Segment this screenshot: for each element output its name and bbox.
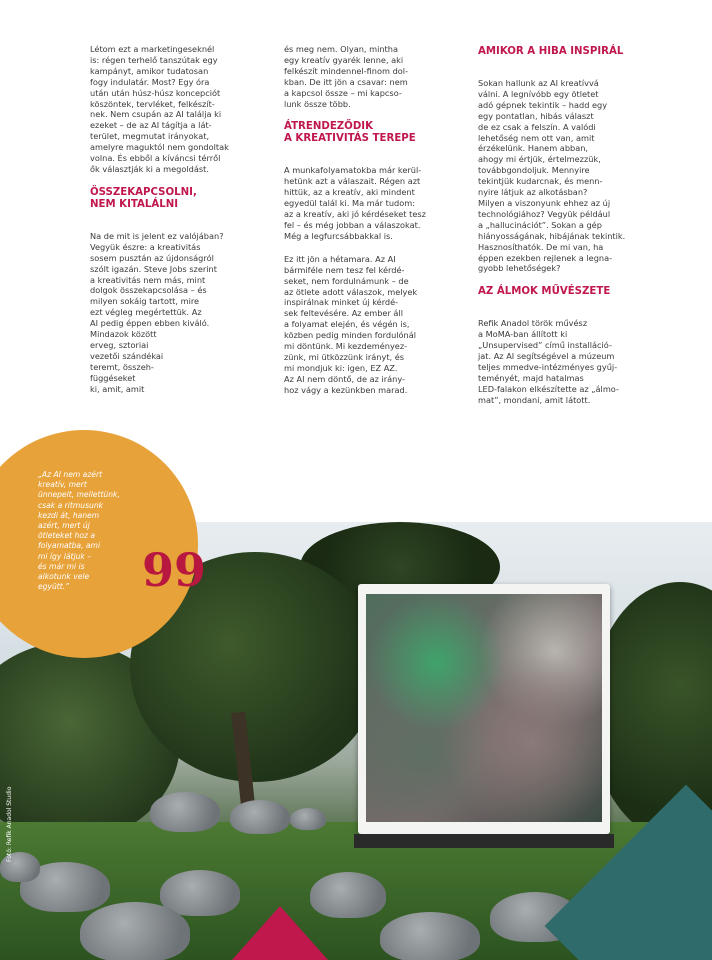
paragraph: Létom ezt a marketingeseknél is: régen terhelő tanszútak egy kampányt, amikor tudatosan fogy indulatár. Most? Egy óra után után húsz-húsz koncepciót köszöntek, tervléket, felkészít- nek. Nem csupán az AI találja ki ezeket – de az AI tágítja a lát- terület, megmutat irányokat, amelyre maguktól nem gondoltak volna. És ebből a kíváncsi térről ők választják ki a megoldást. (90, 44, 229, 174)
paragraph: A munkafolyamatokba már kerül- hetünk azt a válaszait. Régen azt hittük, az a kreatív, aki mindent egyedül talál ki. Ma már tudom: az a kreatív, aki jó kérdéseket tesz fel – és még jobban a válaszokat. Még a legfurcsábbakkal is. (284, 165, 426, 241)
beanbag (290, 808, 326, 830)
text-column-1 (90, 44, 258, 406)
section-heading: ÁTRENDEZŐDIK A KREATIVITÁS TEREPE (284, 121, 416, 145)
paragraph: Sokan hallunk az AI kreatívvá válni. A legnívóbb egy ötletet adó gépnek tekintik – hadd egy egy pontatlan, hibás választ de ez csak a felszín. A valódi lehetőség nem ott van, amit érzékelünk. Hanem abban, ahogy mi értjük, értelmezzük, továbbgondoljuk. Mennyire tekintjük kudarcnak, és menn- nyire látjuk az alkotásban? Milyen a viszonyunk ehhez az új technológiához? Vegyük például a „hallucinációt”. Sokan a gép hiányosságának, hibájának tekintik. Hasznosíthatók. De mi van, ha éppen ezekben rejlenek a legna- gyobb lehetőségek? (478, 78, 626, 274)
paragraph: és meg nem. Olyan, mintha egy kreatív gyarék lenne, aki felkészít mindennel-finom dol- kban. De itt jön a csavar: nem a kapcsol össze – mi kapcso- lunk össze több. (284, 44, 409, 109)
quote-mark-icon: 99 (142, 543, 207, 597)
ai-artwork (366, 594, 602, 822)
beanbag (80, 902, 190, 960)
beanbag (380, 912, 480, 960)
paragraph: Na de mit is jelent ez valójában? Vegyük észre: a kreativitás sosem pusztán az újdonságról szólt igazán. Steve Jobs szerint a kreativitás nem más, mint dolgok összekapcsolása – és milyen sokáig tartott, mire ezt végleg megértettük. Az AI pedig éppen ebben kiváló. Mindazok között erveg, sztoriai vezetői szándékai teremt, összeh- függéseket ki, amit, amit (90, 230, 224, 394)
paragraph: Refik Anadol török művész a MoMA-ban állított ki „Unsupervised” című installáció- jat. Az AI segítségével a múzeum teljes mmedve-intézményes gyűj- teményét, majd hatalmas LED-falakon elkészítette az „álmo- mat”, mondani, amit látott. (478, 318, 619, 405)
screen-base (354, 834, 614, 848)
beanbag (230, 800, 290, 834)
photo-credit: Fotó: Refik Anadol Studio (6, 786, 13, 862)
section-heading: ÖSSZEKAPCSOLNI, NEM KITALÁLNI (90, 186, 197, 210)
beanbag (150, 792, 220, 832)
section-heading: AMIKOR A HIBA INSPIRÁL (478, 46, 624, 57)
paragraph: Ez itt jön a hétamara. Az AI bármiféle nem tesz fel kérdé- seket, nem fordulnámunk – de az ötlete adott válaszok, melyek inspirálnak minket új kérdé- sek feltevésére. Az ember áll a folyamat elején, és végén is, közben pedig minden fordulónál mi döntünk. Mi kezdeményez- zünk, mi ütközzünk irányt, és mi mondjuk ki: igen, EZ AZ. Az AI nem döntő, de az irány- hoz vágy a kezünkben marad. (284, 253, 418, 395)
pull-quote: „Az AI nem azért kreatív, mert ünnepelt, mellettünk, csak a ritmusunk kezdi át, hanem azért, mert új ötleteket hoz a folyamatba, ami mi így látjuk – és már mi is alkotunk vele együtt.” (38, 470, 120, 592)
text-column-2 (284, 44, 456, 408)
led-screen (358, 584, 610, 834)
decorative-red-triangle (232, 906, 328, 960)
text-column-3 (478, 44, 656, 418)
section-heading: AZ ÁLMOK MŰVÉSZETE (478, 286, 611, 298)
